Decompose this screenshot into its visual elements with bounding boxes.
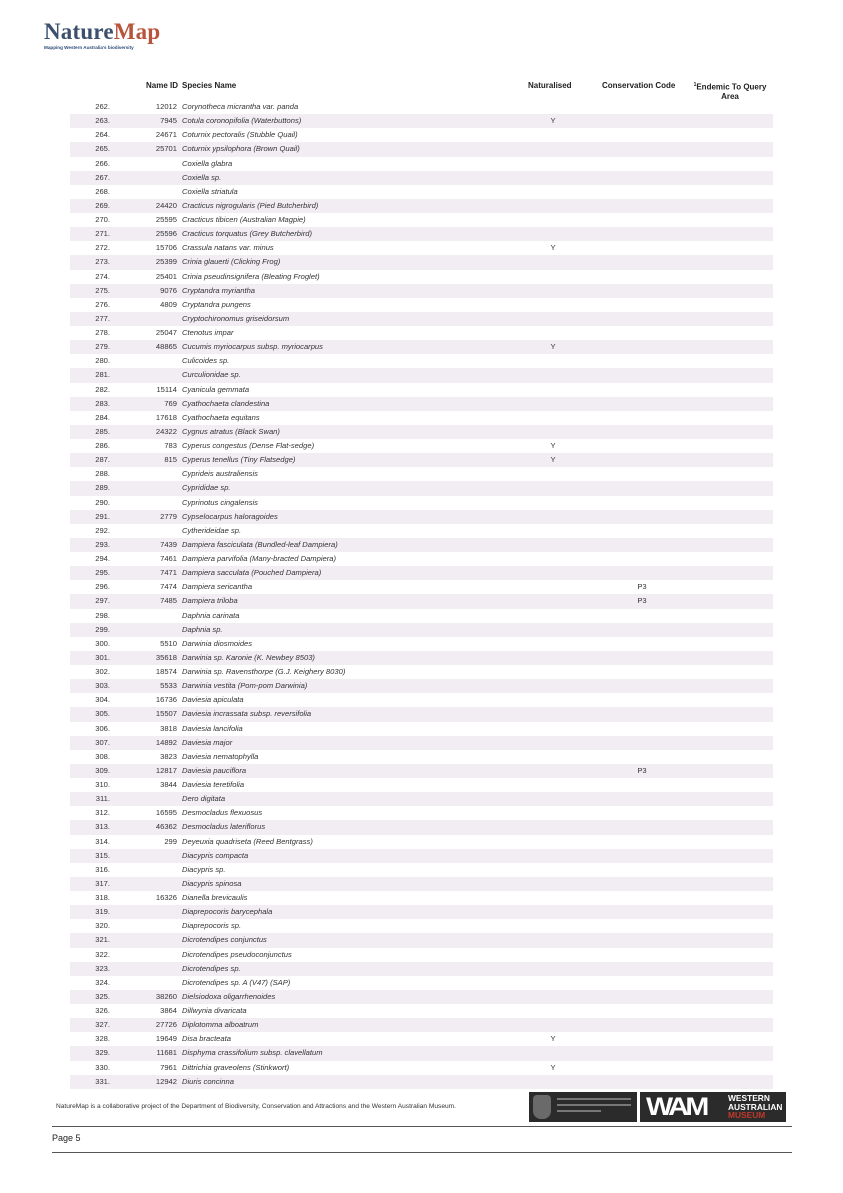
table-row — [70, 594, 773, 608]
table-row — [70, 157, 773, 171]
table-row — [70, 679, 773, 693]
row-number: 267. — [95, 172, 110, 182]
table-row — [70, 213, 773, 227]
naturalised-cell: Y — [550, 243, 556, 253]
row-number: 272. — [95, 243, 110, 253]
species-name-cell: Dicrotendipes conjunctus — [182, 935, 267, 945]
row-number: 283. — [95, 398, 110, 408]
species-name-cell: Daphnia carinata — [182, 610, 240, 620]
row-number: 317. — [95, 878, 110, 888]
table-row — [70, 693, 773, 707]
table-row — [70, 524, 773, 538]
table-row — [70, 397, 773, 411]
species-name-cell: Darwinia sp. Karonie (K. Newbey 8503) — [182, 652, 315, 662]
row-number: 275. — [95, 285, 110, 295]
row-number: 291. — [95, 511, 110, 521]
species-name-cell: Daphnia sp. — [182, 624, 223, 634]
row-number: 299. — [95, 624, 110, 634]
row-number: 284. — [95, 412, 110, 422]
table-row — [70, 411, 773, 425]
name-id-cell: 16595 — [155, 808, 177, 818]
row-number: 308. — [95, 751, 110, 761]
table-row — [70, 284, 773, 298]
name-id-cell: 24322 — [155, 426, 177, 436]
wa-museum-logo — [640, 1092, 786, 1122]
row-number: 300. — [95, 638, 110, 648]
name-id-cell: 25401 — [155, 271, 177, 281]
row-number: 314. — [95, 836, 110, 846]
species-name-cell: Deyeuxia quadriseta (Reed Bentgrass) — [182, 836, 313, 846]
table-row — [70, 877, 773, 891]
name-id-cell: 11681 — [156, 1048, 177, 1058]
table-row — [70, 496, 773, 510]
table-row — [70, 637, 773, 651]
species-name-cell: Cryptochironomus griseidorsum — [182, 313, 290, 323]
table-row — [70, 835, 773, 849]
table-row — [70, 439, 773, 453]
name-id-cell: 46362 — [155, 822, 177, 832]
species-name-cell: Dampiera parvifolia (Many-bracted Dampiera) — [182, 554, 337, 563]
name-id-cell: 4809 — [160, 299, 177, 309]
row-number: 318. — [95, 893, 110, 902]
species-name-cell: Daviesia pauciflora — [182, 765, 247, 775]
table-row — [70, 270, 773, 284]
row-number: 285. — [95, 426, 110, 436]
row-number: 330. — [95, 1062, 110, 1072]
row-number: 270. — [95, 215, 110, 224]
row-number: 298. — [95, 610, 110, 620]
row-number: 263. — [95, 116, 110, 126]
species-name-cell: Daviesia major — [182, 737, 233, 747]
row-number: 306. — [95, 723, 110, 733]
name-id-cell: 3818 — [160, 723, 177, 733]
table-row — [70, 241, 773, 255]
coat-of-arms-icon — [533, 1095, 551, 1119]
species-name-cell: Corynotheca micrantha var. panda — [182, 102, 299, 111]
row-number: 325. — [95, 991, 110, 1001]
species-name-cell: Dampiera sacculata (Pouched Dampiera) — [182, 568, 322, 578]
row-number: 289. — [95, 483, 110, 493]
row-number: 329. — [95, 1048, 110, 1058]
name-id-cell: 24420 — [155, 200, 177, 210]
table-row — [70, 199, 773, 213]
name-id-cell: 16326 — [155, 893, 177, 902]
table-row — [70, 990, 773, 1004]
naturalised-cell: Y — [550, 342, 556, 352]
species-name-cell: Diacypris spinosa — [182, 878, 242, 888]
row-number: 316. — [95, 864, 110, 874]
species-name-cell: Diuris concinna — [182, 1076, 234, 1086]
table-row — [70, 185, 773, 199]
table-row — [70, 580, 773, 594]
row-number: 271. — [95, 229, 110, 239]
name-id-cell: 18574 — [155, 667, 177, 676]
wam-line-2: AUSTRALIAN — [728, 1101, 783, 1112]
row-number: 264. — [95, 130, 110, 140]
row-number: 266. — [95, 158, 110, 168]
species-table — [70, 100, 773, 1089]
species-name-cell: Darwinia vestita (Pom-pom Darwinia) — [182, 681, 308, 691]
table-row — [70, 100, 773, 114]
table-row — [70, 142, 773, 156]
row-number: 282. — [95, 384, 110, 394]
species-name-cell: Cracticus torquatus (Grey Butcherbird) — [182, 229, 312, 239]
species-name-cell: Crassula natans var. minus — [182, 243, 274, 253]
name-id-cell: 12942 — [155, 1076, 177, 1086]
species-name-cell: Daviesia nematophylla — [182, 751, 259, 761]
table-row — [70, 736, 773, 750]
name-id-cell: 769 — [164, 398, 177, 408]
species-name-cell: Diacypris sp. — [182, 864, 226, 874]
species-name-cell: Cypselocarpus haloragoides — [182, 511, 278, 521]
name-id-cell: 5510 — [160, 638, 177, 648]
species-name-cell: Coxiella sp. — [182, 172, 222, 182]
table-row — [70, 764, 773, 778]
name-id-cell: 19649 — [155, 1034, 177, 1044]
name-id-cell: 7471 — [160, 568, 177, 578]
table-row — [70, 707, 773, 721]
table-row — [70, 722, 773, 736]
row-number: 319. — [95, 907, 110, 917]
name-id-cell: 12817 — [155, 765, 177, 775]
row-number: 290. — [95, 497, 110, 507]
name-id-cell: 25399 — [155, 257, 177, 267]
logo-word-nature: Nature — [44, 19, 114, 44]
species-name-cell: Diaprepocoris barycephala — [182, 907, 273, 917]
species-name-cell: Disa bracteata — [182, 1034, 231, 1044]
table-row — [70, 255, 773, 269]
row-number: 278. — [95, 328, 110, 337]
table-row — [70, 933, 773, 947]
species-name-cell: Cyprididae sp. — [182, 483, 231, 493]
row-number: 294. — [95, 554, 110, 563]
table-row — [70, 976, 773, 990]
table-row — [70, 1032, 773, 1046]
row-number: 286. — [95, 441, 110, 450]
table-row — [70, 114, 773, 128]
name-id-cell: 15507 — [155, 709, 177, 719]
table-row — [70, 623, 773, 637]
species-name-cell: Desmocladus flexuosus — [182, 808, 263, 818]
row-number: 321. — [95, 935, 110, 945]
species-name-cell: Cyprinotus cingalensis — [182, 497, 258, 507]
name-id-cell: 7961 — [160, 1062, 177, 1072]
naturemap-logo — [44, 20, 174, 54]
name-id-cell: 783 — [164, 441, 177, 450]
species-name-cell: Culicoides sp. — [182, 356, 230, 366]
species-name-cell: Coturnix pectoralis (Stubble Quail) — [182, 130, 298, 140]
name-id-cell: 15706 — [155, 243, 177, 253]
name-id-cell: 7474 — [160, 582, 177, 592]
row-number: 305. — [95, 709, 110, 719]
name-id-cell: 7461 — [160, 554, 177, 563]
species-name-cell: Daviesia teretifolia — [182, 780, 245, 789]
species-name-cell: Dicrotendipes pseudoconjunctus — [182, 949, 292, 959]
species-name-cell: Diaprepocoris sp. — [182, 921, 242, 931]
table-row — [70, 891, 773, 905]
row-number: 323. — [95, 963, 110, 973]
table-row — [70, 1018, 773, 1032]
wam-line-1: WESTERN — [728, 1093, 770, 1103]
logo-word-map: Map — [113, 19, 161, 44]
species-name-cell: Cryptandra pungens — [182, 299, 251, 309]
row-number: 288. — [95, 469, 110, 479]
species-name-cell: Cucumis myriocarpus subsp. myriocarpus — [182, 342, 323, 352]
name-id-cell: 3823 — [160, 751, 177, 761]
logo-tagline: Mapping Western Australia's biodiversity — [44, 45, 134, 50]
table-row — [70, 354, 773, 368]
name-id-cell: 25596 — [155, 229, 177, 239]
row-number: 302. — [95, 667, 110, 676]
name-id-cell: 25701 — [155, 144, 177, 154]
name-id-cell: 15114 — [156, 384, 177, 394]
row-number: 281. — [95, 370, 110, 380]
table-row — [70, 298, 773, 312]
row-number: 274. — [95, 271, 110, 281]
table-row — [70, 467, 773, 481]
table-row — [70, 425, 773, 439]
table-row — [70, 326, 773, 340]
table-row — [70, 383, 773, 397]
species-name-cell: Darwinia sp. Ravensthorpe (G.J. Keighery 8030) — [182, 667, 346, 676]
row-number: 312. — [95, 808, 110, 818]
row-number: 327. — [95, 1020, 110, 1030]
name-id-cell: 25595 — [155, 215, 177, 224]
species-name-cell: Crinia pseudinsignifera (Bleating Froglet) — [182, 271, 320, 281]
row-number: 277. — [95, 313, 110, 323]
row-number: 307. — [95, 737, 110, 747]
table-row — [70, 481, 773, 495]
row-number: 269. — [95, 200, 110, 210]
column-header-conservation-code: Conservation Code — [602, 81, 676, 90]
name-id-cell: 17618 — [155, 412, 177, 422]
species-name-cell: Daviesia lancifolia — [182, 723, 243, 733]
table-row — [70, 919, 773, 933]
species-name-cell: Darwinia diosmoides — [182, 638, 253, 648]
species-name-cell: Cytherideidae sp. — [182, 525, 242, 535]
row-number: 313. — [95, 822, 110, 832]
species-name-cell: Daviesia apiculata — [182, 695, 244, 705]
species-name-cell: Diplotomma alboatrum — [182, 1020, 259, 1030]
table-row — [70, 1046, 773, 1060]
row-number: 297. — [95, 596, 110, 606]
conservation-code-cell: P3 — [637, 596, 647, 606]
species-name-cell: Dampiera fasciculata (Bundled-leaf Dampiera) — [182, 539, 338, 549]
footer-divider-top — [52, 1126, 792, 1127]
table-row — [70, 510, 773, 524]
table-row — [70, 665, 773, 679]
row-number: 304. — [95, 695, 110, 705]
table-row — [70, 368, 773, 382]
species-name-cell: Dielsiodoxa oligarrhenoides — [182, 991, 276, 1001]
row-number: 273. — [95, 257, 110, 267]
row-number: 295. — [95, 568, 110, 578]
name-id-cell: 38260 — [155, 991, 177, 1001]
species-name-cell: Crinia glauerti (Clicking Frog) — [182, 257, 281, 267]
footer-collaboration-note: NatureMap is a collaborative project of the Department of Biodiversity, Conservation and Attractions and the Western Australian Museum. — [56, 1103, 456, 1110]
table-row — [70, 962, 773, 976]
row-number: 303. — [95, 681, 110, 691]
column-header-naturalised: Naturalised — [528, 81, 572, 90]
species-name-cell: Cygnus atratus (Black Swan) — [182, 426, 280, 436]
row-number: 276. — [95, 299, 110, 309]
table-row — [70, 806, 773, 820]
name-id-cell: 27726 — [155, 1020, 177, 1030]
row-number: 326. — [95, 1006, 110, 1015]
row-number: 287. — [95, 455, 110, 465]
table-row — [70, 128, 773, 142]
species-name-cell: Dicrotendipes sp. A (V47) (SAP) — [182, 977, 291, 987]
species-name-cell: Dero digitata — [182, 794, 226, 804]
name-id-cell: 2779 — [160, 511, 177, 521]
table-row — [70, 1004, 773, 1018]
species-name-cell: Coturnix ypsilophora (Brown Quail) — [182, 144, 300, 154]
name-id-cell: 14892 — [155, 737, 177, 747]
page-number: Page 5 — [52, 1133, 81, 1143]
name-id-cell: 3844 — [160, 780, 177, 789]
row-number: 310. — [95, 780, 110, 789]
row-number: 265. — [95, 144, 110, 154]
table-row — [70, 453, 773, 467]
table-row — [70, 340, 773, 354]
name-id-cell: 299 — [164, 836, 177, 846]
species-name-cell: Ctenotus impar — [182, 328, 234, 337]
name-id-cell: 7439 — [160, 539, 177, 549]
row-number: 315. — [95, 850, 110, 860]
species-name-cell: Cyathochaeta clandestina — [182, 398, 270, 408]
table-row — [70, 750, 773, 764]
name-id-cell: 12012 — [155, 102, 177, 111]
row-number: 328. — [95, 1034, 110, 1044]
conservation-code-cell: P3 — [637, 582, 647, 592]
table-row — [70, 820, 773, 834]
table-row — [70, 863, 773, 877]
table-row — [70, 792, 773, 806]
endemic-header-text: Endemic To Query Area — [696, 82, 767, 101]
table-row — [70, 552, 773, 566]
column-header-species-name: Species Name — [182, 81, 237, 90]
species-name-cell: Curculionidae sp. — [182, 370, 241, 380]
species-name-cell: Cryptandra myriantha — [182, 285, 256, 295]
species-name-cell: Cyperus congestus (Dense Flat-sedge) — [182, 441, 315, 450]
name-id-cell: 35618 — [155, 652, 177, 662]
table-row — [70, 948, 773, 962]
table-row — [70, 1061, 773, 1075]
species-name-cell: Coxiella glabra — [182, 158, 233, 168]
species-name-cell: Disphyma crassifolium subsp. clavellatum — [182, 1048, 323, 1058]
species-name-cell: Cracticus nigrogularis (Pied Butcherbird) — [182, 200, 319, 210]
name-id-cell: 7945 — [160, 116, 177, 126]
species-name-cell: Cyperus tenellus (Tiny Flatsedge) — [182, 455, 296, 465]
species-name-cell: Cotula coronopifolia (Waterbuttons) — [182, 116, 302, 126]
species-name-cell: Dampiera sericantha — [182, 582, 253, 592]
row-number: 322. — [95, 949, 110, 959]
row-number: 262. — [95, 102, 110, 111]
name-id-cell: 24671 — [155, 130, 177, 140]
species-name-cell: Dianella brevicaulis — [182, 893, 248, 902]
table-row — [70, 651, 773, 665]
table-row — [70, 849, 773, 863]
table-row — [70, 227, 773, 241]
conservation-code-cell: P3 — [637, 765, 647, 775]
species-name-cell: Diacypris compacta — [182, 850, 249, 860]
row-number: 311. — [95, 794, 110, 804]
name-id-cell: 7485 — [160, 596, 177, 606]
naturalised-cell: Y — [550, 455, 556, 465]
naturalised-cell: Y — [550, 1034, 556, 1044]
name-id-cell: 16736 — [155, 695, 177, 705]
dbca-wordmark — [557, 1098, 631, 1116]
row-number: 293. — [95, 539, 110, 549]
name-id-cell: 9076 — [160, 285, 177, 295]
name-id-cell: 48865 — [155, 342, 177, 352]
naturalised-cell: Y — [550, 441, 556, 450]
dbca-logo — [529, 1092, 637, 1122]
naturalised-cell: Y — [550, 116, 556, 126]
table-row — [70, 538, 773, 552]
table-row — [70, 905, 773, 919]
species-name-cell: Cyanicula gemmata — [182, 384, 250, 394]
row-number: 268. — [95, 186, 110, 196]
species-name-cell: Coxiella striatula — [182, 186, 238, 196]
table-row — [70, 566, 773, 580]
species-name-cell: Dampiera triloba — [182, 596, 238, 606]
column-header-endemic — [688, 81, 772, 101]
wam-monogram: WAM — [646, 1093, 706, 1121]
table-row — [70, 778, 773, 792]
row-number: 324. — [95, 977, 110, 987]
row-number: 296. — [95, 582, 110, 592]
name-id-cell: 25047 — [155, 328, 177, 337]
species-name-cell: Dillwynia divaricata — [182, 1006, 247, 1015]
row-number: 309. — [95, 765, 110, 775]
row-number: 331. — [95, 1076, 110, 1086]
wam-line-3: MUSEUM — [728, 1110, 766, 1121]
row-number: 279. — [95, 342, 110, 352]
naturalised-cell: Y — [550, 1062, 556, 1072]
wam-wordmark — [728, 1094, 782, 1120]
species-name-cell: Cyathochaeta equitans — [182, 412, 260, 422]
species-name-cell: Dicrotendipes sp. — [182, 963, 241, 973]
footer-divider-bottom — [52, 1152, 792, 1153]
row-number: 292. — [95, 525, 110, 535]
table-row — [70, 1075, 773, 1089]
row-number: 320. — [95, 921, 110, 931]
table-row — [70, 171, 773, 185]
species-name-cell: Desmocladus lateriflorus — [182, 822, 266, 832]
row-number: 280. — [95, 356, 110, 366]
name-id-cell: 3864 — [160, 1006, 177, 1015]
endemic-footnote-marker: 1 — [693, 82, 697, 88]
name-id-cell: 815 — [164, 455, 177, 465]
species-name-cell: Cyprideis australiensis — [182, 469, 258, 479]
name-id-cell: 5533 — [160, 681, 177, 691]
species-name-cell: Cracticus tibicen (Australian Magpie) — [182, 215, 306, 224]
table-row — [70, 312, 773, 326]
column-header-name-id: Name ID — [145, 81, 178, 90]
species-name-cell: Daviesia incrassata subsp. reversifolia — [182, 709, 312, 719]
species-name-cell: Dittrichia graveolens (Stinkwort) — [182, 1062, 290, 1072]
row-number: 301. — [95, 652, 110, 662]
table-row — [70, 609, 773, 623]
